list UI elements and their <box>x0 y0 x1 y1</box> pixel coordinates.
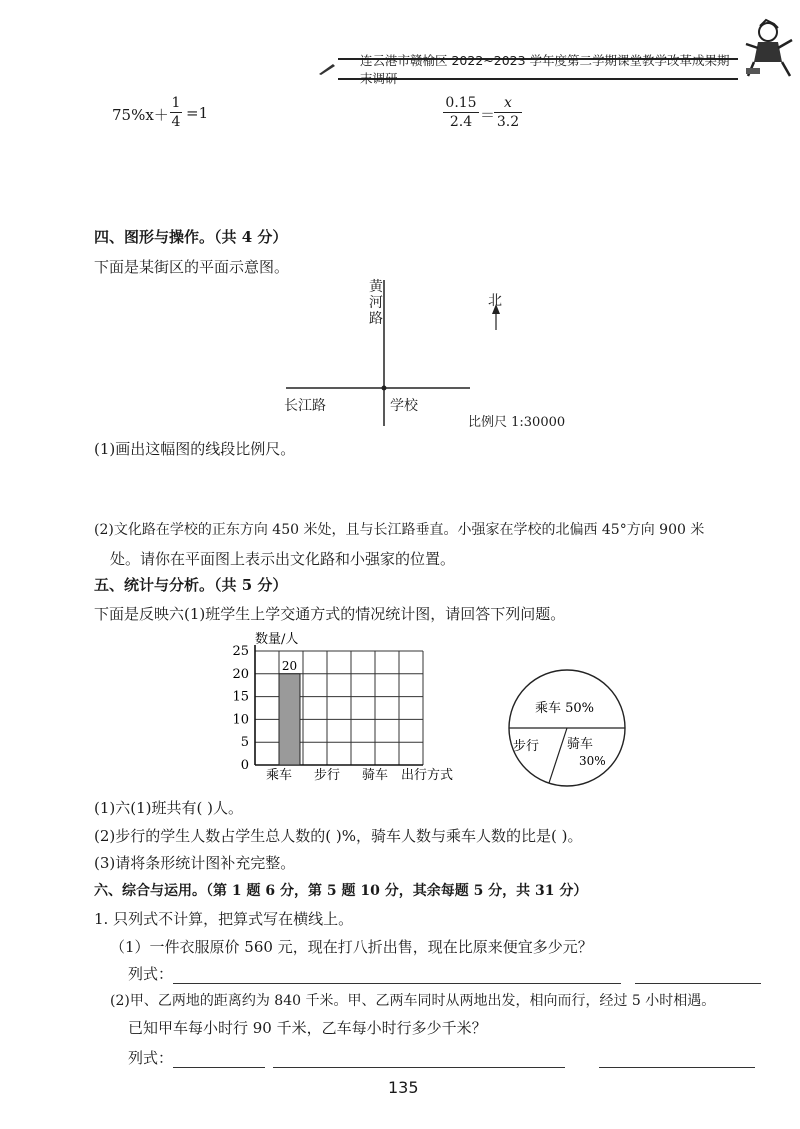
cartoon-student-icon <box>744 18 796 80</box>
formula-blank-3[interactable] <box>599 1053 755 1068</box>
page-header-title: 连云港市赣榆区 2022~2023 学年度第二学期课堂教学改革成果期末调研 <box>360 53 730 86</box>
formula-blank-2[interactable] <box>273 1053 565 1068</box>
section-6-q1-2-formula <box>128 1047 755 1068</box>
y-tick-label: 0 <box>240 758 249 773</box>
section-4-q2-line1: (2)文化路在学校的正东方向 450 米处，且与长江路垂直。小强家在学校的北偏西 45°方向 900 米 <box>94 522 705 538</box>
map-road-vertical-label: 黄河路 <box>369 279 383 327</box>
y-tick-label: 5 <box>240 735 249 751</box>
section-4-q1: (1)画出这幅图的线段比例尺。 <box>94 440 296 458</box>
bar-chart-y-axis-label: 数量/人 <box>255 632 299 647</box>
equation-1-numerator: 1 <box>171 95 181 111</box>
y-tick-label: 10 <box>232 712 249 728</box>
equation-2-right-fraction <box>494 95 522 130</box>
section-4-q2-line2: 处。请你在平面图上表示出文化路和小强家的位置。 <box>110 550 456 568</box>
formula-answer-line[interactable] <box>173 969 621 984</box>
equation-2-right-denominator: 3.2 <box>496 114 520 130</box>
page-number: 135 <box>388 1078 419 1097</box>
pie-divider-slanted <box>549 728 567 783</box>
bar-chart-bars <box>279 659 300 765</box>
y-tick-label: 25 <box>232 644 249 659</box>
section-6-q1: 1. 只列式不计算，把算式写在横线上。 <box>94 910 354 928</box>
section-5-title: 五、统计与分析。（共 5 分） <box>94 576 288 594</box>
equation-2-equals: ＝ <box>480 106 496 124</box>
page-header <box>338 53 738 86</box>
section-5-q1: (1)六(1)班共有( )人。 <box>94 799 243 817</box>
pie-label-cycling: 骑车 <box>567 737 594 752</box>
formula-blank-1[interactable] <box>173 1053 265 1068</box>
x-tick-label: 骑车 <box>361 768 389 783</box>
bar-chart-y-ticks <box>232 644 249 773</box>
y-tick-label: 15 <box>232 689 249 705</box>
formula-label-2: 列式： <box>128 1049 174 1067</box>
formula-label: 列式： <box>128 965 174 983</box>
equation-1-fraction <box>170 95 182 130</box>
bar-chart-x-axis-label: 出行方式 <box>401 768 454 783</box>
section-6-q1-1: （1）一件衣服原价 560 元，现在打八折出售，现在比原来便宜多少元？ <box>110 938 593 956</box>
section-5-q2: (2)步行的学生人数占学生总人数的( )%，骑车人数与乘车人数的比是( )。 <box>94 827 583 845</box>
section-6-title: 六、综合与运用。（第 1 题 6 分，第 5 题 10 分，其余每题 5 分，共 31 分） <box>94 883 588 899</box>
pie-chart <box>505 668 635 790</box>
equation-1-prefix: 75%x＋ <box>112 106 169 124</box>
x-tick-label: 乘车 <box>265 768 293 783</box>
pie-label-riding-car: 乘车 50% <box>535 701 595 716</box>
pen-icon <box>318 62 336 76</box>
section-5-intro: 下面是反映六(1)班学生上学交通方式的情况统计图，请回答下列问题。 <box>94 605 566 623</box>
bar-chart-x-labels <box>266 767 388 783</box>
map-north-label: 北 <box>488 293 502 309</box>
school-point <box>382 386 387 391</box>
section-6-q1-1-formula <box>128 963 761 984</box>
section-6-q1-2-line2: 已知甲车每小时行 90 千米，乙车每小时行多少千米？ <box>128 1019 487 1037</box>
pie-label-cycling-percent: 30% <box>579 754 606 768</box>
section-5-q3: (3)请将条形统计图补充完整。 <box>94 854 296 872</box>
pie-label-walking: 步行 <box>513 739 540 754</box>
map-scale-label: 比例尺 1:30000 <box>468 415 566 430</box>
bar-data-label: 20 <box>281 658 298 673</box>
equation-1-denominator: 4 <box>171 114 181 130</box>
bar-chart <box>225 625 485 785</box>
y-tick-label: 20 <box>232 666 249 682</box>
formula-answer-line-2[interactable] <box>635 969 761 984</box>
map-school-label: 学校 <box>390 398 418 414</box>
equation-2-left-denominator: 2.4 <box>449 114 473 130</box>
equation-2-right-numerator: x <box>504 95 512 111</box>
bar-乘车 <box>279 674 300 765</box>
map-road-horizontal-label: 长江路 <box>284 398 326 414</box>
section-6-q1-2-line1: (2)甲、乙两地的距离约为 840 千米。甲、乙两车同时从两地出发，相向而行，经过 5 小时相遇。 <box>110 993 716 1009</box>
section-4-intro: 下面是某街区的平面示意图。 <box>94 258 290 276</box>
equation-2-left-numerator: 0.15 <box>445 95 477 111</box>
equation-2-left-fraction <box>443 95 479 130</box>
section-4-title: 四、图形与操作。（共 4 分） <box>94 228 288 246</box>
equation-1-suffix: =1 <box>186 104 209 122</box>
equation-1 <box>112 104 169 125</box>
x-tick-label: 步行 <box>313 768 341 783</box>
